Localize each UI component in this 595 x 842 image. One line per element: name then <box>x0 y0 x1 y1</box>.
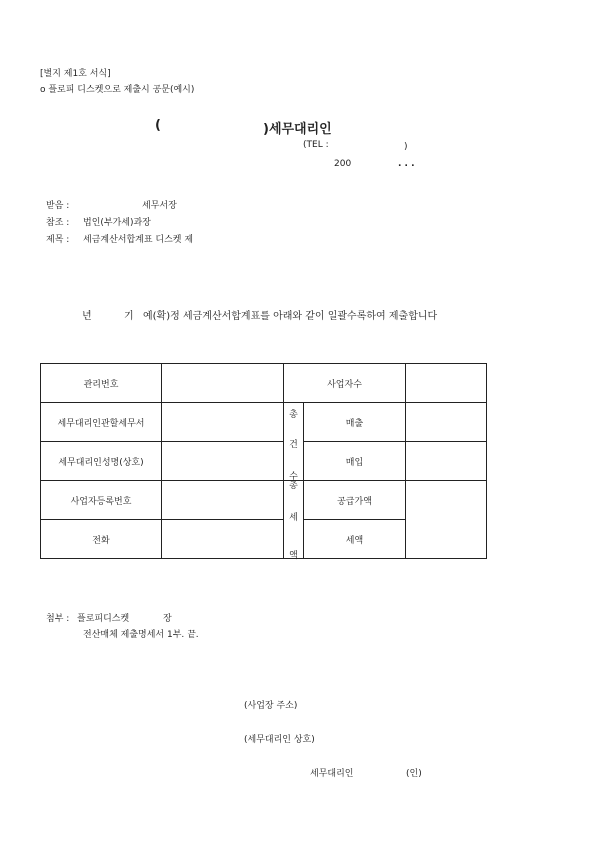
sales-cell[interactable] <box>406 403 487 442</box>
mgmt-no-label: 관리번호 <box>41 364 162 403</box>
tax-office-label: 세무대리인관할세무서 <box>41 403 162 442</box>
subject-value: 세금계산서합계표 디스켓 제 <box>83 235 194 245</box>
body-period: 기 <box>124 311 134 322</box>
attachment-label: 첨부 : <box>46 614 70 624</box>
attachment-line2: 전산매체 제출명세서 1부. 끝. <box>83 630 199 640</box>
agent-trade-name: (세무대리인 상호) <box>244 735 315 745</box>
total-count-char: 총 <box>289 410 298 420</box>
attachment-unit: 장 <box>163 614 172 624</box>
total-count-char: 수 <box>289 472 298 482</box>
business-count-cell[interactable] <box>406 364 487 403</box>
total-tax-char: 세 <box>289 513 298 523</box>
subject-label: 제목 : <box>46 235 70 245</box>
mgmt-no-cell[interactable] <box>162 364 284 403</box>
agent-title: )세무대리인 <box>263 122 332 137</box>
table-row <box>41 481 487 520</box>
date-year: 200 <box>334 159 352 169</box>
open-paren: ( <box>155 118 161 133</box>
reg-no-label: 사업자등록번호 <box>41 481 162 520</box>
purchases-cell[interactable] <box>406 442 487 481</box>
purchases-label: 매입 <box>304 442 406 481</box>
reg-no-cell[interactable] <box>162 481 284 520</box>
tel-label: (TEL : <box>303 140 329 150</box>
business-address: (사업장 주소) <box>244 701 298 711</box>
recipient-value: 세무서장 <box>142 201 177 211</box>
total-count-char: 건 <box>289 440 298 450</box>
tax-amount-label: 세액 <box>304 520 406 559</box>
reference-label: 참조 : <box>46 218 70 228</box>
agent-name-cell[interactable] <box>162 442 284 481</box>
date-dots: . . . <box>398 159 415 169</box>
phone-cell[interactable] <box>162 520 284 559</box>
supply-value-cell[interactable] <box>406 481 487 559</box>
total-tax-char: 총 <box>289 481 298 491</box>
submission-table <box>40 363 487 559</box>
body-text: 예(확)정 세금계산서합계표를 아래와 같이 일괄수록하여 제출합니다 <box>143 311 438 322</box>
table-row <box>41 364 487 403</box>
attachment-line1: 플로피디스켓 <box>77 614 130 624</box>
seal-mark: (인) <box>406 769 422 779</box>
recipient-label: 받음 : <box>46 201 70 211</box>
reference-value: 법인(부가세)과장 <box>83 218 151 228</box>
body-year: 년 <box>82 311 92 322</box>
form-number: [별지 제1호 서식] <box>40 69 111 79</box>
tel-close: ) <box>404 142 408 152</box>
phone-label: 전화 <box>41 520 162 559</box>
total-tax-char: 액 <box>289 551 298 561</box>
supply-value-label: 공급가액 <box>304 481 406 520</box>
business-count-label: 사업자수 <box>284 364 406 403</box>
table-row <box>41 442 487 481</box>
sales-label: 매출 <box>304 403 406 442</box>
table-row <box>41 403 487 442</box>
agent-name-label: 세무대리인성명(상호) <box>41 442 162 481</box>
agent-signature-label: 세무대리인 <box>310 769 354 779</box>
total-tax-label <box>284 481 304 559</box>
total-count-label <box>284 403 304 481</box>
tax-office-cell[interactable] <box>162 403 284 442</box>
form-subtitle: o 플로피 디스켓으로 제출시 공문(예시) <box>40 85 195 95</box>
